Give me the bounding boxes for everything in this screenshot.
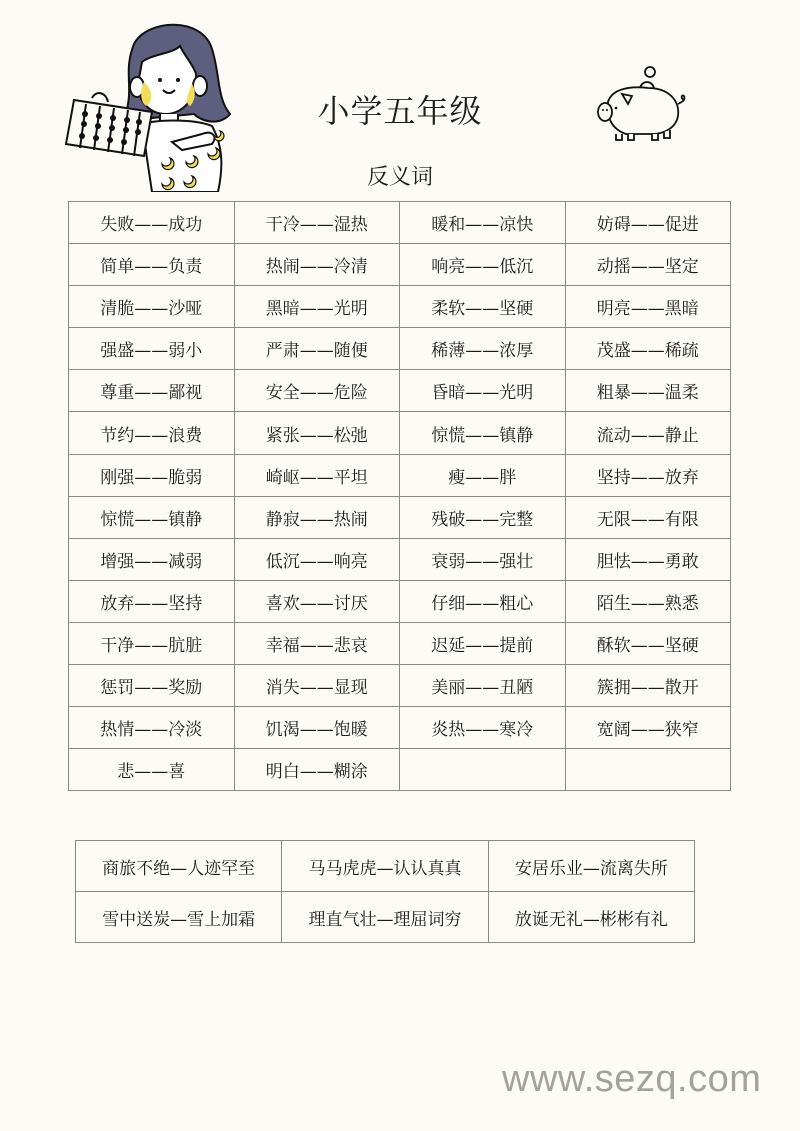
- table-row: [76, 892, 695, 943]
- table-cell: 迟延——提前: [400, 622, 566, 664]
- table-cell: 粗暴——温柔: [565, 370, 731, 412]
- antonyms-table: [68, 201, 731, 791]
- table-cell: 明白——糊涂: [234, 749, 400, 791]
- table-cell: 惩罚——奖励: [69, 665, 235, 707]
- table-row: [69, 328, 731, 370]
- watermark: www.sezq.com: [502, 1058, 762, 1100]
- table-row: [69, 749, 731, 791]
- table-cell: 妨碍——促进: [565, 202, 731, 244]
- girl-with-abacus-illustration: [62, 14, 242, 192]
- table-cell: 惊慌——镇静: [69, 496, 235, 538]
- table-cell: 黑暗——光明: [234, 286, 400, 328]
- section-subtitle: 反义词: [366, 165, 433, 190]
- table-cell: 增强——减弱: [69, 538, 235, 580]
- table-cell: 幸福——悲哀: [234, 622, 400, 664]
- piggy-bank-illustration: [592, 58, 692, 144]
- page-title: 小学五年级: [317, 92, 483, 130]
- table-cell: 马马虎虎—认认真真: [282, 841, 488, 892]
- table-cell: 喜欢——讨厌: [234, 580, 400, 622]
- table-cell: 严肃——随便: [234, 328, 400, 370]
- table-cell: 动摇——坚定: [565, 244, 731, 286]
- table-row: [69, 244, 731, 286]
- table-cell: 瘦——胖: [400, 454, 566, 496]
- table-cell: 陌生——熟悉: [565, 580, 731, 622]
- table-cell: 饥渴——饱暖: [234, 707, 400, 749]
- table-cell: [400, 749, 566, 791]
- table-cell: 简单——负责: [69, 244, 235, 286]
- table-cell: 节约——浪费: [69, 412, 235, 454]
- table-row: [69, 454, 731, 496]
- table-cell: 柔软——坚硬: [400, 286, 566, 328]
- table-cell: 消失——显现: [234, 665, 400, 707]
- table-row: [69, 707, 731, 749]
- table-cell: 刚强——脆弱: [69, 454, 235, 496]
- table-cell: 明亮——黑暗: [565, 286, 731, 328]
- table-row: [69, 496, 731, 538]
- table-cell: 崎岖——平坦: [234, 454, 400, 496]
- table-cell: 残破——完整: [400, 496, 566, 538]
- table-cell: 理直气壮—理屈词穷: [282, 892, 488, 943]
- table-cell: 稀薄——浓厚: [400, 328, 566, 370]
- table-cell: 仔细——粗心: [400, 580, 566, 622]
- table-row: [69, 580, 731, 622]
- table-cell: 干净——肮脏: [69, 622, 235, 664]
- table-cell: 酥软——坚硬: [565, 622, 731, 664]
- table-cell: 失败——成功: [69, 202, 235, 244]
- table-row: [69, 370, 731, 412]
- table-cell: 胆怯——勇敢: [565, 538, 731, 580]
- table-cell: 紧张——松弛: [234, 412, 400, 454]
- table-row: [76, 841, 695, 892]
- table-cell: 低沉——响亮: [234, 538, 400, 580]
- table-cell: 悲——喜: [69, 749, 235, 791]
- table-cell: 商旅不绝—人迹罕至: [76, 841, 282, 892]
- table-cell: 干冷——湿热: [234, 202, 400, 244]
- table-cell: 宽阔——狭窄: [565, 707, 731, 749]
- idioms-table: [75, 840, 695, 943]
- table-cell: 流动——静止: [565, 412, 731, 454]
- table-row: [69, 286, 731, 328]
- table-cell: 安居乐业—流离失所: [488, 841, 694, 892]
- table-row: [69, 622, 731, 664]
- table-cell: 炎热——寒冷: [400, 707, 566, 749]
- table-cell: 热情——冷淡: [69, 707, 235, 749]
- table-cell: 强盛——弱小: [69, 328, 235, 370]
- table-cell: 坚持——放弃: [565, 454, 731, 496]
- table-cell: 暖和——凉快: [400, 202, 566, 244]
- table-cell: 热闹——冷清: [234, 244, 400, 286]
- table-row: [69, 538, 731, 580]
- table-row: [69, 202, 731, 244]
- table-cell: 放诞无礼—彬彬有礼: [488, 892, 694, 943]
- table-cell: 响亮——低沉: [400, 244, 566, 286]
- table-cell: 清脆——沙哑: [69, 286, 235, 328]
- table-cell: 簇拥——散开: [565, 665, 731, 707]
- table-row: [69, 412, 731, 454]
- table-cell: 尊重——鄙视: [69, 370, 235, 412]
- table-cell: [565, 749, 731, 791]
- table-cell: 茂盛——稀疏: [565, 328, 731, 370]
- table-cell: 无限——有限: [565, 496, 731, 538]
- table-cell: 放弃——坚持: [69, 580, 235, 622]
- table-cell: 昏暗——光明: [400, 370, 566, 412]
- table-cell: 美丽——丑陋: [400, 665, 566, 707]
- table-cell: 惊慌——镇静: [400, 412, 566, 454]
- table-cell: 雪中送炭—雪上加霜: [76, 892, 282, 943]
- table-cell: 静寂——热闹: [234, 496, 400, 538]
- table-row: [69, 665, 731, 707]
- table-cell: 衰弱——强壮: [400, 538, 566, 580]
- table-cell: 安全——危险: [234, 370, 400, 412]
